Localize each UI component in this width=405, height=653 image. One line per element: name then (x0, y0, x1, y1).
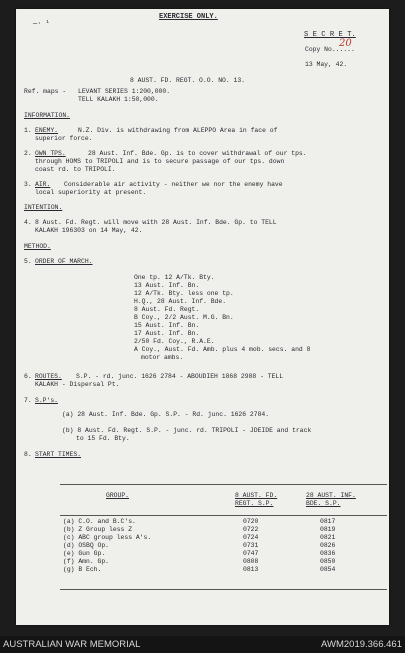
table-cell-regt-sp: 0722 (243, 526, 259, 533)
march-item: 12 A/Tk. Bty. less one tp. (134, 290, 234, 297)
table-cell-regt-sp: 0720 (243, 518, 259, 525)
table-cell-group: (g) B Ech. (63, 566, 102, 573)
start-point-b-line-2: to 15 Fd. Bty. (76, 435, 130, 442)
para-1-number: 1. (24, 127, 32, 134)
para-4-line-1: 8 Aust. Fd. Regt. will move with 28 Aust. Inf. Bde. Gp. to TELL (35, 219, 277, 226)
ref-map-line-1: LEVANT SERIES 1:200,000. (78, 88, 171, 95)
start-points-label: S.P's. (35, 397, 59, 404)
para-2-line-2: through HOMS to TRIPOLI and is to secure passage of our tps. down (35, 158, 285, 165)
para-4-number: 4. (24, 219, 32, 226)
march-item: One tp. 12 A/Tk. Bty. (134, 274, 215, 281)
copy-number-label: Copy No...... (305, 46, 355, 53)
table-cell-bde-sp: 0819 (320, 526, 336, 533)
information-heading: INFORMATION. (24, 112, 71, 119)
table-cell-group: (a) C.O. and B.C's. (63, 518, 136, 525)
table-cell-regt-sp: 0731 (243, 542, 259, 549)
table-cell-group: (c) ABC group less A's. (63, 534, 152, 541)
table-cell-group: (d) OSBQ Op. (63, 542, 110, 549)
para-7-number: 7. (24, 397, 32, 404)
march-item: H.Q., 28 Aust. Inf. Bde. (134, 298, 227, 305)
order-of-march-heading: ORDER OF MARCH. (35, 258, 93, 265)
table-cell-regt-sp: 0813 (243, 566, 259, 573)
march-item: 15 Aust. Inf. Bn. (134, 322, 200, 329)
march-item: A Coy., Aust. Fd. Amb. plus 4 mob. secs. and 8 (134, 346, 311, 353)
table-cell-group: (f) Amn. Gp. (63, 558, 110, 565)
march-item: 8 Aust. Fd. Regt. (134, 306, 200, 313)
ref-map-line-2: TELL KALAKH 1:50,000. (78, 96, 159, 103)
copy-number-handwritten: 20 (339, 38, 352, 49)
routes-line-1: S.P. - rd. junc. 1626 2784 - ABOUDIEH 1868 2988 - TELL (76, 373, 284, 380)
table-cell-bde-sp: 0817 (320, 518, 336, 525)
table-cell-bde-sp: 0821 (320, 534, 336, 541)
start-point-a: (a) 28 Aust. Inf. Bde. Gp. S.P. - Rd. junc. 1626 2784. (62, 411, 270, 418)
march-item: 17 Aust. Inf. Bn. (134, 330, 200, 337)
para-5-number: 5. (24, 258, 32, 265)
table-top-rule (60, 484, 387, 485)
table-cell-bde-sp: 0850 (320, 558, 336, 565)
method-heading: METHOD. (24, 243, 51, 250)
archive-caption-bar (0, 636, 405, 653)
table-header-rule (60, 515, 387, 516)
archive-reference: AWM2019.366.461 (321, 639, 402, 650)
para-1-line-2: superior force. (35, 135, 93, 142)
march-item: B Coy., 2/2 Aust. M.G. Bn. (134, 314, 234, 321)
table-cell-group: (b) Z Group less Z (63, 526, 133, 533)
march-item: 2/50 Fd. Coy., R.A.E. (134, 338, 215, 345)
para-2-line-3: coast rd. to TRIPOLI. (35, 166, 116, 173)
para-3-label: AIR. (35, 181, 51, 188)
routes-label: ROUTES. (35, 373, 62, 380)
column-header-bde-line-2: BDE. S.P. (306, 500, 341, 507)
routes-line-2: KALAKH - Dispersal Pt. (35, 381, 120, 388)
column-header-regt-line-2: REGT. S.P. (235, 500, 274, 507)
table-bottom-rule (60, 589, 387, 590)
document-page (16, 9, 389, 625)
order-title: 8 AUST. FD. REGT. O.O. NO. 13. (130, 77, 246, 84)
para-1-line-1: N.Z. Div. is withdrawing from ALEPPO Area in face of (78, 127, 278, 134)
para-6-number: 6. (24, 373, 32, 380)
exercise-only-heading: EXERCISE ONLY. (159, 13, 218, 21)
para-3-line-2: local superiority at present. (35, 189, 147, 196)
table-cell-bde-sp: 0826 (320, 542, 336, 549)
ref-maps-label: Ref. maps - (24, 88, 67, 95)
column-header-bde-line-1: 28 AUST. INF. (306, 492, 356, 499)
table-cell-regt-sp: 0747 (243, 550, 259, 557)
intention-heading: INTENTION. (24, 204, 63, 211)
column-header-regt-line-1: 8 AUST. FD. (235, 492, 278, 499)
para-3-line-1: Considerable air activity - neither we nor the enemy have (64, 181, 283, 188)
para-1-label: ENEMY. (35, 127, 59, 134)
table-cell-regt-sp: 0724 (243, 534, 259, 541)
para-2-line-1: 28 Aust. Inf. Bde. Gp. is to cover withdrawal of our tps. (88, 150, 307, 157)
order-date: 13 May, 42. (305, 61, 348, 68)
classification-label: S E C R E T. (304, 31, 356, 39)
archive-name: AUSTRALIAN WAR MEMORIAL (3, 639, 141, 650)
table-cell-bde-sp: 0854 (320, 566, 336, 573)
march-item: motor ambs. (141, 354, 184, 361)
para-4-line-2: KALAKH 196303 on 14 May, 42. (35, 227, 143, 234)
table-cell-bde-sp: 0836 (320, 550, 336, 557)
handwritten-mark: —· ¹ (33, 20, 50, 28)
march-item: 13 Aust. Inf. Bn. (134, 282, 200, 289)
para-3-number: 3. (24, 181, 32, 188)
column-header-group: GROUP. (106, 492, 130, 499)
start-times-label: START TIMES. (35, 451, 82, 458)
table-cell-group: (e) Gun Gp. (63, 550, 106, 557)
table-cell-regt-sp: 0808 (243, 558, 259, 565)
start-point-b-line-1: (b) 8 Aust. Fd. Regt. S.P. - junc. rd. TRIPOLI - JDEIDE and track (62, 427, 312, 434)
para-8-number: 8. (24, 451, 32, 458)
para-2-number: 2. (24, 150, 32, 157)
para-2-label: OWN TPS. (35, 150, 66, 157)
